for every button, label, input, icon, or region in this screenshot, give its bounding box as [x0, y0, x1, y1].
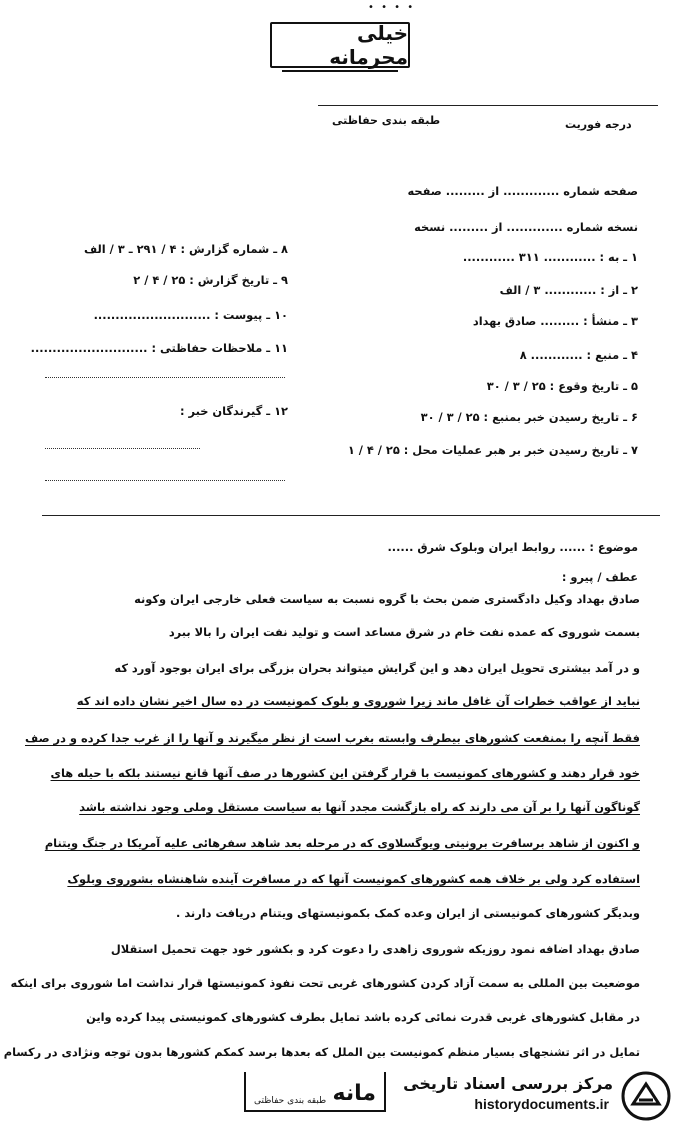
body-line-underlined: نباید از عواقب خطرات آن غافل ماند زیرا شوروی و بلوک کمونیست در ده سال اخیر نشان داده اند که — [76, 694, 640, 708]
bottom-classification-stamp: مانه طبقه بندی حفاظتی — [244, 1072, 386, 1112]
field-recipients: ۱۲ ـ گیرندگان خبر : — [179, 404, 288, 418]
field-source: ۴ ـ منبع : ............ ۸ — [519, 348, 638, 362]
body-line-underlined: گوناگون آنها را بر آن می دارند که راه بازگشت مجدد آنها به سیاست مستقل وملی وجود نداشته باشد — [79, 800, 640, 814]
reference-line: عطف / پیرو : — [561, 570, 638, 584]
priority-label: درجه فوریت — [565, 118, 632, 131]
notes-dotted-line — [45, 377, 285, 378]
body-line-underlined: استفاده کرد ولی بر خلاف همه کشورهای کمونیست آنها که در مسافرت آینده شاهنشاه بشوروی وبلوک — [67, 872, 640, 886]
field-local-received-date: ۷ ـ تاریخ رسیدن خبر بر هبر عملیات محل : ۲۵ / ۴ / ۱ — [347, 443, 638, 457]
body-line: بسمت شوروی که عمده نفت خام در شرق مساعد است و تولید نفت ایران را بالا ببرد — [168, 625, 640, 639]
field-source-received-date: ۶ ـ تاریخ رسیدن خبر بمنبع : ۲۵ / ۳ / ۳۰ — [420, 410, 638, 424]
classification-label: طبقه بندی حفاظتی — [332, 114, 441, 127]
body-line-underlined: و اکنون از شاهد برسافرت برونیتی ویوگسلاوی که در مرحله بعد شاهد سفرهائی علیه آمریکا در جنگ ویتنام — [44, 836, 640, 850]
watermark — [398, 1070, 673, 1122]
field-attachment: ۱۰ ـ پیوست : ........................... — [93, 308, 288, 322]
body-line: موضعیت بین المللی به سمت آزاد کردن کشورهای غربی تحت نفوذ کمونیستها قرار نداشت اما شوروی برای اینکه — [10, 976, 640, 990]
field-page-number: صفحه شماره ............. از ......... صفحه — [407, 184, 638, 198]
header-rule — [318, 105, 658, 106]
field-to: ۱ ـ به : ............ ۳۱۱ ............ — [462, 250, 638, 264]
body-line: صادق بهداد وکیل دادگستری ضمن بحث با گروه نسبت به سیاست فعلی خارجی ایران وکونه — [134, 592, 640, 606]
body-line: وبدیگر کشورهای کمونیستی از ایران وعده کمک بکمونیستهای ویتنام دریافت دارند . — [176, 906, 640, 920]
watermark-title: مرکز بررسی اسناد تاریخی — [403, 1074, 613, 1093]
field-security-notes: ۱۱ ـ ملاحظات حفاظتی : ........................... — [30, 341, 288, 355]
field-from: ۲ ـ از : ............ ۳ / الف — [499, 283, 638, 297]
archive-logo-icon — [619, 1070, 673, 1122]
top-classification-stamp: خیلی محرمانه — [270, 22, 410, 68]
body-line: تمایل در اثر تشنجهای بسیار منظم کمونیست بین الملل که بعدها برسد کمکم کشورها بدون توجه ونژادی در رکسام — [3, 1045, 640, 1059]
body-line: صادق بهداد اضافه نمود روزیکه شوروی زاهدی را دعوت کرد و بکشور خود جهت تحمیل استقلال — [110, 942, 640, 956]
body-line: در مقابل کشورهای غربی قدرت نمائی کرده باشد تمایل بطرف کشورهای کمونیستی پیدا کرده واین — [86, 1010, 640, 1024]
field-report-date: ۹ ـ تاریخ گزارش : ۲۵ / ۴ / ۲ — [133, 273, 288, 287]
section-rule — [42, 515, 660, 516]
body-line-underlined: فقط آنچه را بمنفعت کشورهای بیطرف وابسته بغرب است از نظر میگیرند و آنها را از غرب جدا کرده و در صف — [25, 731, 640, 745]
field-copy-number: نسخه شماره ............. از ......... نسخه — [414, 220, 638, 234]
field-origin: ۳ ـ منشأ : ......... صادق بهداد — [472, 314, 638, 328]
body-line: و در آمد بیشتری تحویل ایران دهد و این گرایش میتواند بحران بزرگی برای ایران بوجود آورد که — [114, 661, 640, 675]
subject-line: موضوع : ...... روابط ایران وبلوک شرق ...... — [387, 540, 638, 554]
recipients-dotted-line — [45, 448, 200, 449]
watermark-url: historydocuments.ir — [474, 1096, 609, 1112]
recipients-dotted-line-2 — [45, 480, 285, 481]
top-dots: • • • • — [368, 2, 416, 13]
body-line-underlined: خود قرار دهند و کشورهای کمونیست با قرار گرفتن این کشورها در صف آنها قانع نیستند بلکه با حیله های — [50, 766, 640, 780]
field-event-date: ۵ ـ تاریخ وقوع : ۲۵ / ۳ / ۳۰ — [486, 379, 638, 393]
field-report-number: ۸ ـ شماره گزارش : ۴ / ۲۹۱ ـ ۳ / الف — [83, 242, 288, 256]
